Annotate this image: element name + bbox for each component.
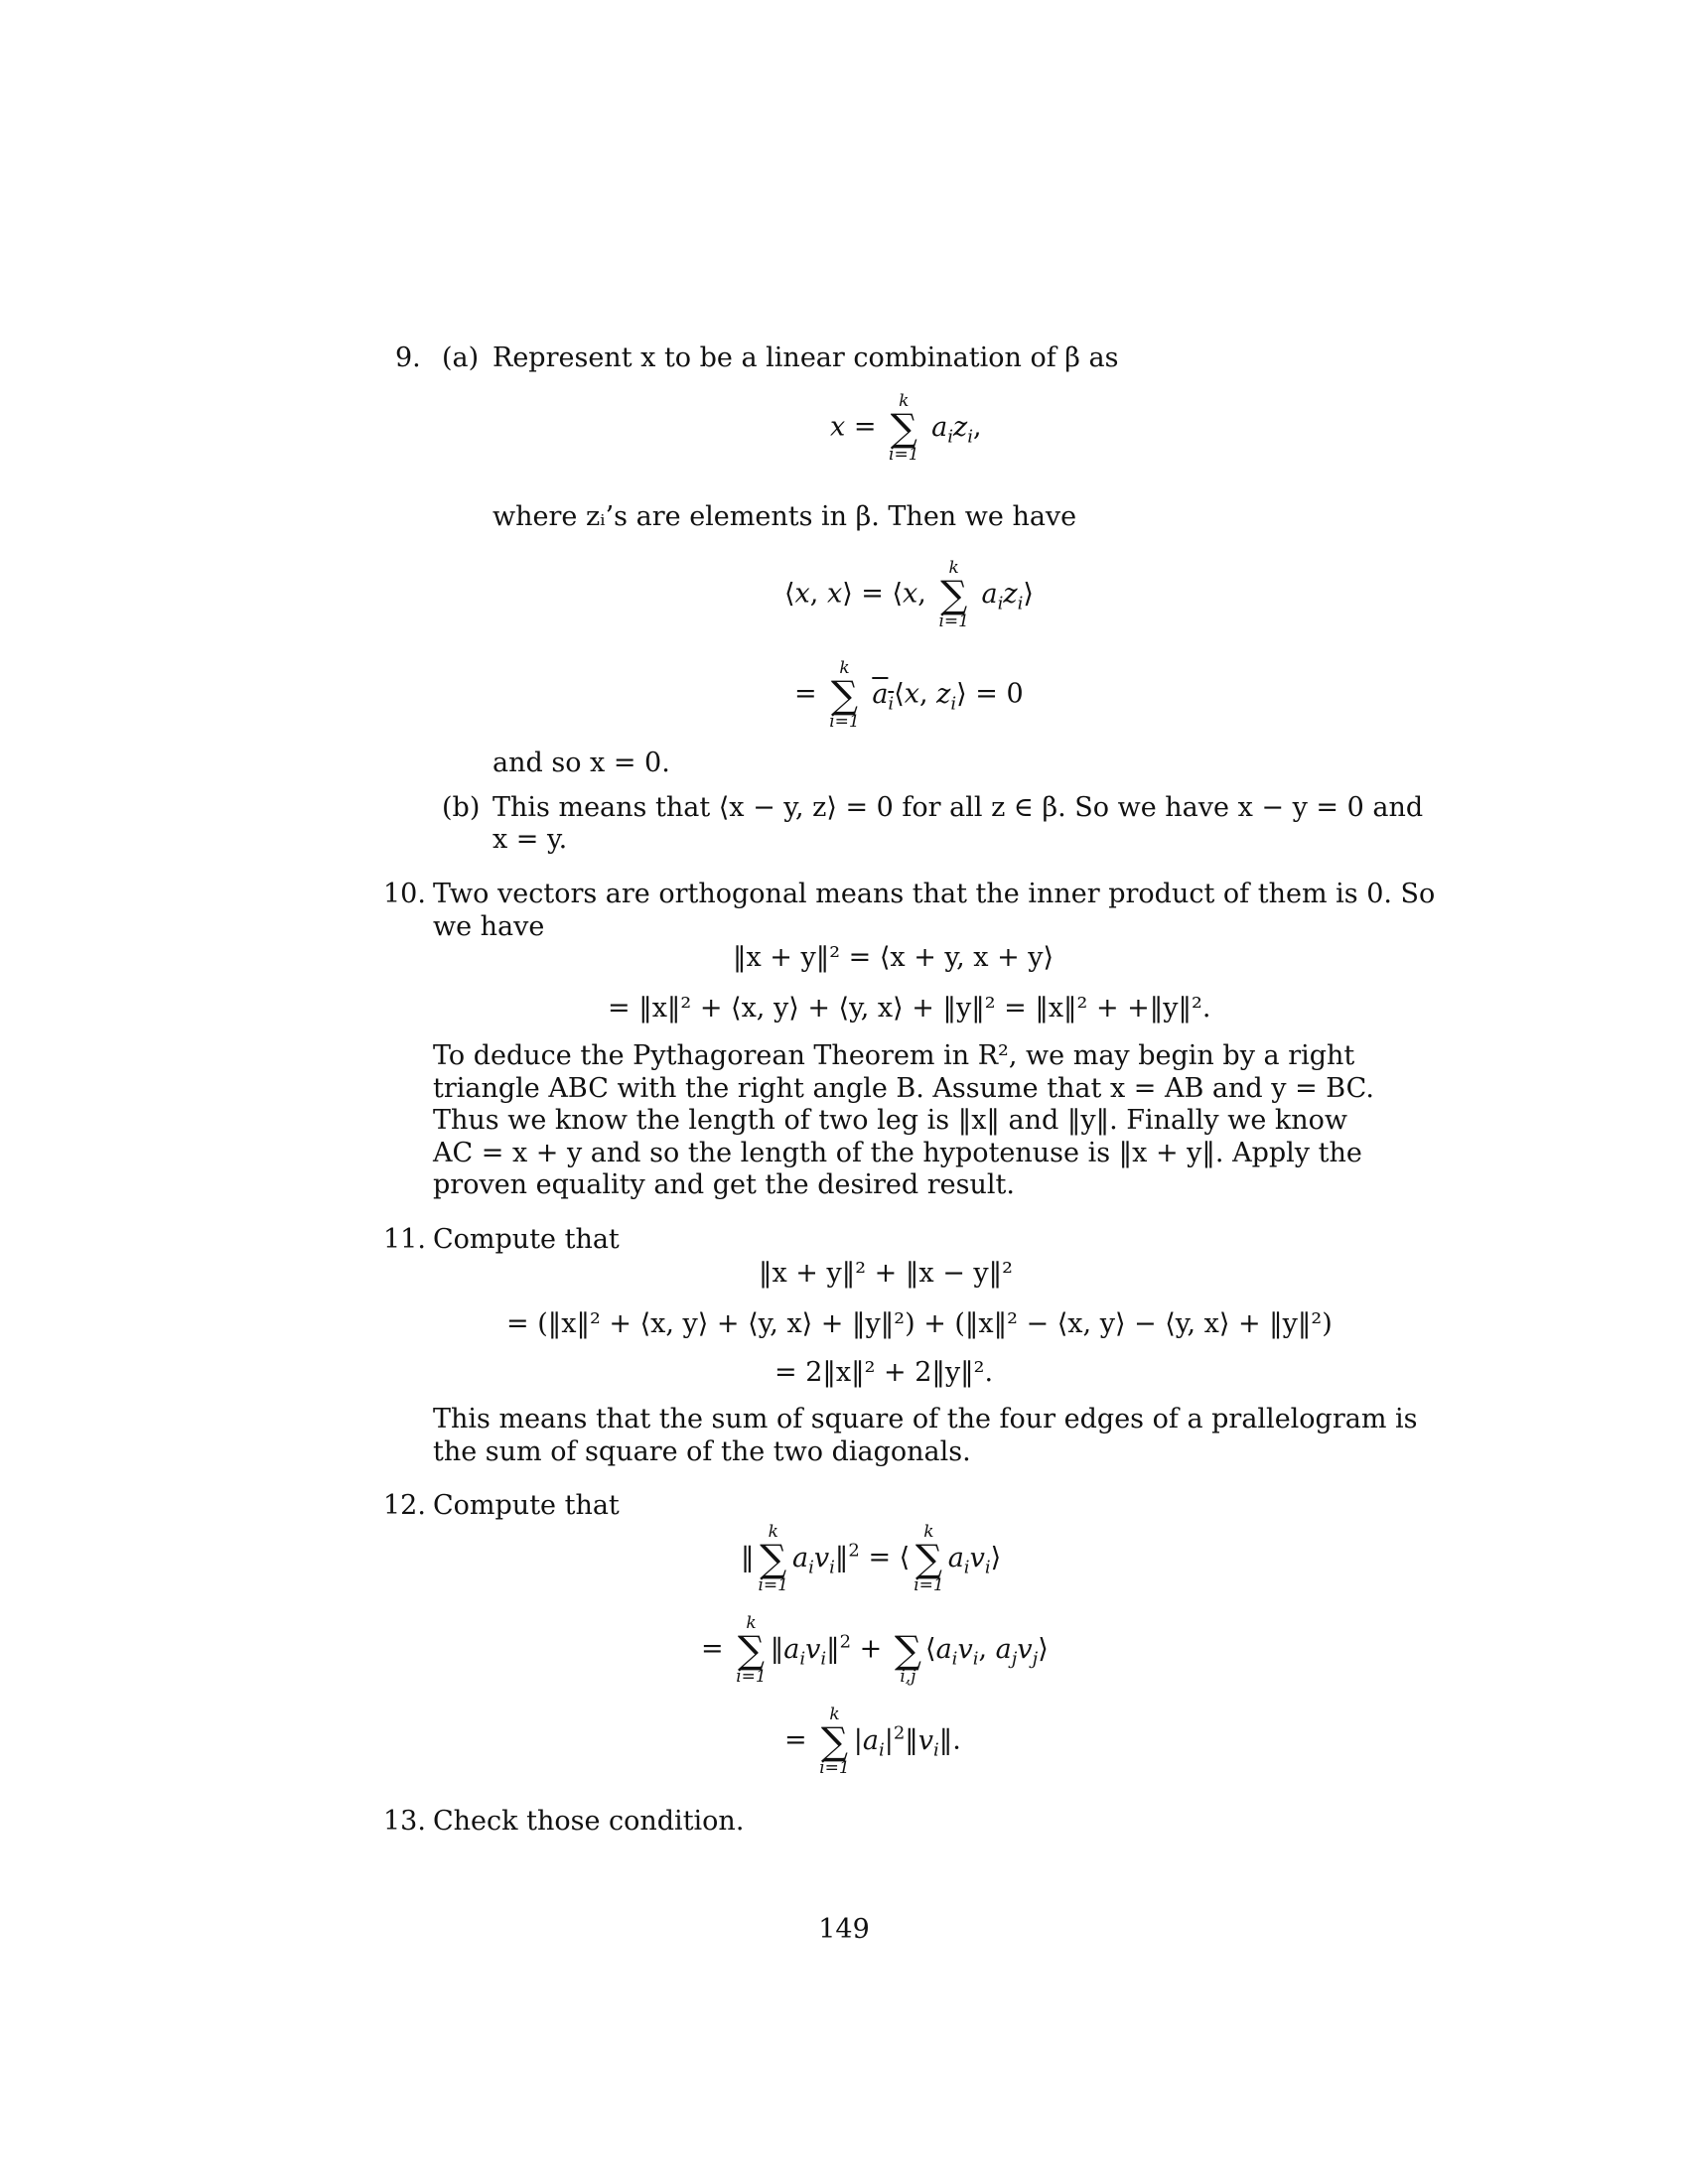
- item-12-line1: Compute that: [433, 1490, 620, 1521]
- item-9a-text: Represent x to be a linear combination of β as: [492, 342, 1119, 373]
- equation-12-2: = k ∑ i=1 $‖a_iv_i‖^2$ + ∑ i,j $⟨a_iv_i$, $a_jv_j⟩$: [701, 1613, 1049, 1687]
- item-number-12: 12.: [383, 1490, 426, 1521]
- item-number-9: 9.: [395, 342, 421, 373]
- item-10-para-2: triangle ABC with the right angle B. Assume that x = AB and y = BC.: [433, 1073, 1374, 1104]
- equation-12-3: = k ∑ i=1 $|a_i|^2‖v_i‖$.: [784, 1705, 961, 1778]
- equation-10-1: ‖x + y‖² = ⟨x + y, x + y⟩: [733, 942, 1055, 973]
- equation-9a-inner2: = k ∑ i=1 $a_i⟨x$, $z_i⟩ = 0$: [794, 658, 1024, 732]
- item-9b-label: (b): [442, 792, 481, 823]
- item-number-10: 10.: [383, 879, 426, 909]
- equation-11-2: = (‖x‖² + ⟨x, y⟩ + ⟨y, x⟩ + ‖y‖²) + (‖x‖² − ⟨x, y⟩ − ⟨y, x⟩ + ‖y‖²): [506, 1308, 1333, 1339]
- equation-9a-inner1: ⟨x, x⟩ = ⟨x, k ∑ i=1 $a_iz_i⟩$: [784, 558, 1034, 631]
- item-9a-label: (a): [442, 342, 480, 373]
- item-number-11: 11.: [383, 1224, 426, 1255]
- item-11-para-2: the sum of square of the two diagonals.: [433, 1436, 971, 1467]
- item-10-line1: Two vectors are orthogonal means that the inner product of them is 0. So: [433, 879, 1436, 909]
- item-11-line1: Compute that: [433, 1224, 620, 1255]
- item-9b-line1: This means that ⟨x − y, z⟩ = 0 for all z ∈ β. So we have x − y = 0 and: [492, 792, 1424, 823]
- page-number: 149: [818, 1914, 870, 1945]
- item-10-para-3: Thus we know the length of two leg is ‖x‖ and ‖y‖. Finally we know: [433, 1105, 1348, 1136]
- equation-9a-x: x = k ∑ i=1 $a_iz_i$,: [830, 391, 982, 465]
- item-number-13: 13.: [383, 1806, 426, 1837]
- item-10-line2: we have: [433, 911, 545, 942]
- item-9a-where: where zᵢ’s are elements in β. Then we have: [492, 501, 1077, 532]
- item-9a-conclusion: and so x = 0.: [492, 748, 670, 778]
- equation-11-3: = 2‖x‖² + 2‖y‖².: [774, 1357, 994, 1388]
- item-9b-line2: x = y.: [492, 824, 568, 855]
- item-13-line1: Check those condition.: [433, 1806, 745, 1837]
- item-11-para-1: This means that the sum of square of the four edges of a prallelogram is: [433, 1404, 1418, 1434]
- item-10-para-5: proven equality and get the desired result.: [433, 1169, 1015, 1200]
- item-10-para-1: To deduce the Pythagorean Theorem in R², we may begin by a right: [433, 1040, 1355, 1071]
- item-10-para-4: AC = x + y and so the length of the hypotenuse is ‖x + y‖. Apply the: [433, 1138, 1362, 1168]
- equation-10-2: = ‖x‖² + ⟨x, y⟩ + ⟨y, x⟩ + ‖y‖² = ‖x‖² + +‖y‖².: [608, 993, 1211, 1024]
- equation-11-1: ‖x + y‖² + ‖x − y‖²: [759, 1258, 1013, 1289]
- equation-12-1: ‖ k ∑ i=1 $a_iv_i‖^2$ = ⟨ k ∑ i=1 $a_iv_i⟩$: [741, 1522, 1002, 1595]
